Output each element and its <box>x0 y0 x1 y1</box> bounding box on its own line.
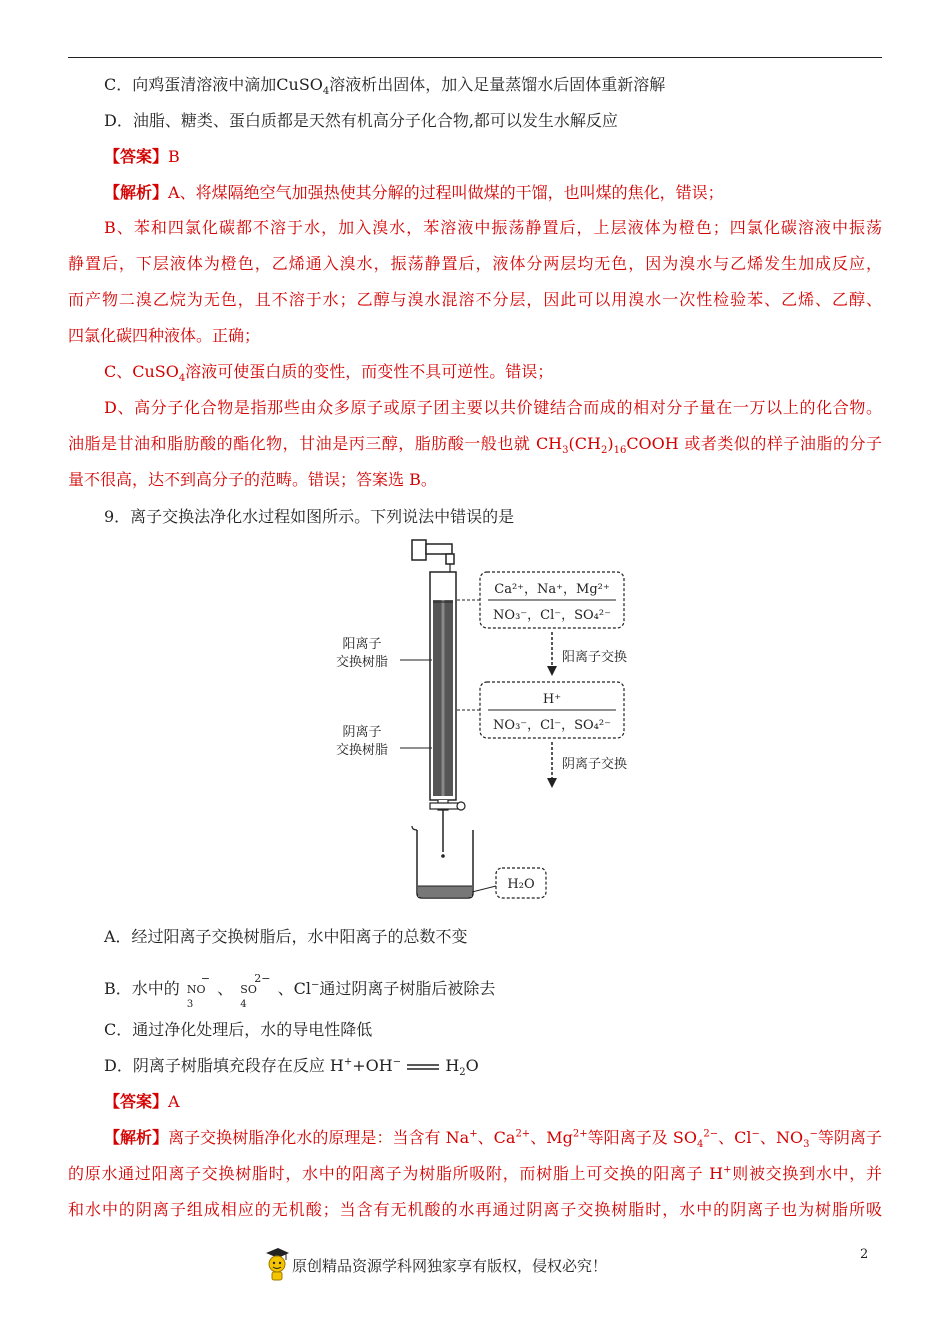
equals-arrow-icon <box>406 1061 440 1073</box>
q8-analysis-b2: 静置后，下层液体为橙色，乙烯通入溴水，振荡静置后，液体分两层均无色，因为溴水与乙烯发生加成反应， <box>68 254 882 273</box>
q8-analysis-a: 【解析】A、将煤隔绝空气加强热使其分解的过程叫做煤的干馏，也叫煤的焦化，错误； <box>104 183 724 202</box>
mascot-logo-icon <box>262 1247 290 1281</box>
q8-analysis-b4: 四氯化碳四种液体。正确； <box>68 326 261 345</box>
ion-exchange-diagram <box>300 530 640 910</box>
q9-option-d: D．阴离子树脂填充段存在反应 H++OH− $H_2O$ <box>104 1056 479 1079</box>
q9-analysis-line2: 的原水通过阳离子交换树脂时，水中的阳离子为树脂所吸附，而树脂上可交换的阳离子 H+则被交换到水中，并 <box>68 1164 882 1183</box>
svg-text:H₂O: H₂O <box>507 877 535 892</box>
q9-option-a: A．经过阳离子交换树脂后，水中阳离子的总数不变 <box>104 927 468 946</box>
label-anion-resin-2: 交换树脂 <box>335 743 389 758</box>
arrow-anion-exchange <box>547 742 627 788</box>
water-label-box <box>472 868 546 898</box>
header-rule <box>68 57 882 58</box>
sulfate-formula: 2− SO $_4$ <box>240 972 271 1011</box>
svg-text:Ca²⁺，Na⁺，Mg²⁺: Ca²⁺，Na⁺，Mg²⁺ <box>494 582 610 597</box>
q9-answer: 【答案】A <box>104 1092 180 1111</box>
q8-option-d: D．油脂、糖类、蛋白质都是天然有机高分子化合物,都可以发生水解反应 <box>104 111 618 130</box>
label-cation-resin-2: 交换树脂 <box>335 655 389 670</box>
svg-text:NO₃⁻，Cl⁻，SO₄²⁻: NO₃⁻，Cl⁻，SO₄²⁻ <box>493 718 611 733</box>
page-number: 2 <box>860 1247 869 1262</box>
arrow-cation-exchange <box>547 632 627 676</box>
ion-box-raw-water <box>480 572 624 628</box>
ion-box-after-cation <box>480 682 624 738</box>
svg-text:阳离子交换: 阳离子交换 <box>562 650 628 665</box>
q9-option-c: C．通过净化处理后，水的导电性降低 <box>104 1020 373 1039</box>
label-cation-resin-1: 阳离子 <box>342 637 382 652</box>
q8-analysis-d3: 量不很高，达不到高分子的范畴。错误；答案选 B。 <box>68 470 437 489</box>
svg-text:NO₃⁻，Cl⁻，SO₄²⁻: NO₃⁻，Cl⁻，SO₄²⁻ <box>493 608 611 623</box>
label-anion-resin-1: 阴离子 <box>342 725 382 740</box>
q8-answer: 【答案】B <box>104 147 180 166</box>
footer-copyright: 原创精品资源学科网独家享有版权，侵权必究！ <box>292 1257 608 1275</box>
q9-analysis-line1: 【解析】离子交换树脂净化水的原理是：当含有 Na+、$Ca^{2+}$、$Mg^{2+}$等阳离子及 $SO_4^{2-}$、Cl−、$NO_3^-$等阴离子 <box>104 1128 882 1151</box>
q8-analysis-c: C、CuSO$_4$溶液可使蛋白质的变性，而变性不具可逆性。错误； <box>104 362 554 385</box>
q8-option-c: C．向鸡蛋清溶液中滴加CuSO$_4$溶液析出固体，加入足量蒸馏水后固体重新溶解 <box>104 75 666 98</box>
q9-stem: 9．离子交换法净化水过程如图所示。下列说法中错误的是 <box>104 507 515 526</box>
q8-analysis-d2: 油脂是甘油和脂肪酸的酯化物，甘油是丙三醇，脂肪酸一般也就 $CH_3(CH_2)_{16}COOH$ 或者类似的样子油脂的分子 <box>68 434 882 457</box>
q8-analysis-d1: D、高分子化合物是指那些由众多原子或原子团主要以共价键结合而成的相对分子量在一万以上的化合物。 <box>104 398 882 417</box>
q8-analysis-b3: 而产物二溴乙烷为无色，且不溶于水；乙醇与溴水混溶不分层，因此可以用溴水一次性检验苯、乙烯、乙醇、 <box>68 290 882 309</box>
q9-option-b: B．水中的 − NO $_3$ 、 2− SO $_4$ 、Cl−通过阴离子树脂后被除去 <box>104 972 496 1011</box>
nitrate-formula: − NO $_3$ <box>186 972 211 1011</box>
faucet-icon <box>412 540 454 576</box>
q8-analysis-b1: B、苯和四氯化碳都不溶于水，加入溴水，苯溶液中振荡静置后，上层液体为橙色；四氯化碳溶液中振荡 <box>104 218 882 237</box>
exchange-column <box>430 572 465 858</box>
q9-analysis-line3: 和水中的阴离子组成相应的无机酸；当含有无机酸的水再通过阴离子交换树脂时，水中的阴离子也为树脂所吸 <box>68 1200 882 1219</box>
svg-text:H⁺: H⁺ <box>542 692 562 707</box>
svg-text:阴离子交换: 阴离子交换 <box>562 757 628 772</box>
